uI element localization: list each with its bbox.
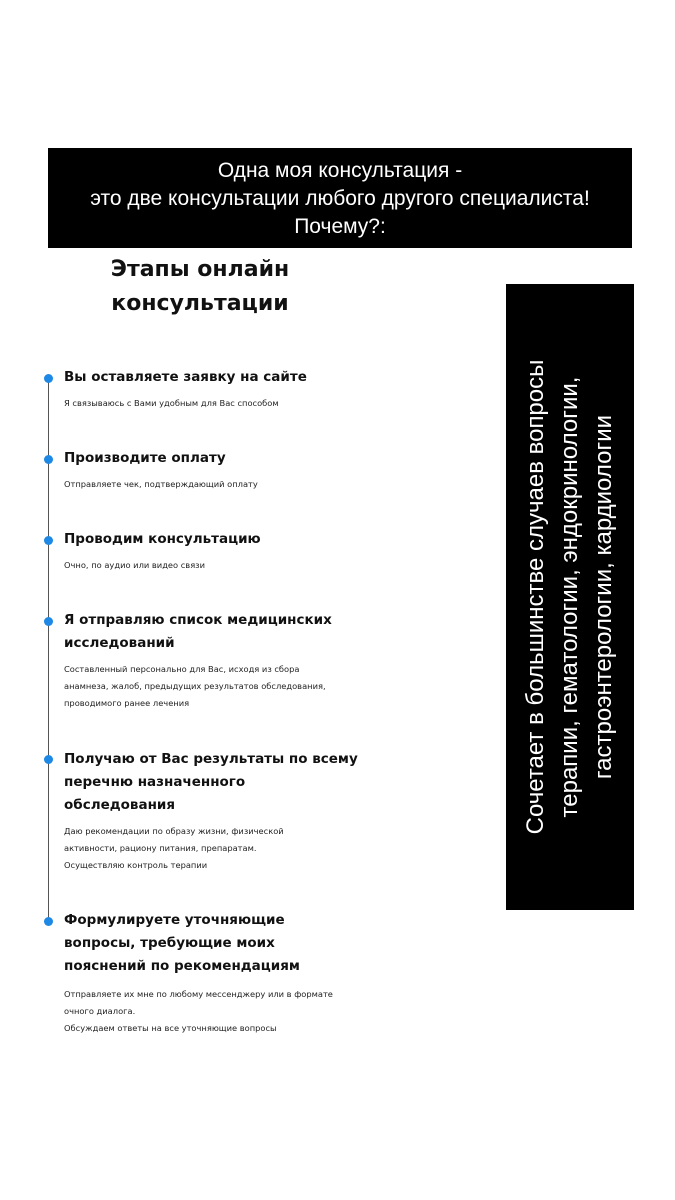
timeline-dot — [44, 617, 53, 626]
step-title-line: Получаю от Вас результаты по всему — [64, 751, 358, 767]
step-title-line: Вы оставляете заявку на сайте — [64, 369, 307, 385]
header-banner — [48, 148, 632, 248]
step-desc-line: Отправляете чек, подтверждающий оплату — [64, 479, 258, 489]
stages-heading — [100, 253, 300, 321]
timeline-dot — [44, 755, 53, 764]
step-desc-line: Я связываюсь с Вами удобным для Вас способом — [64, 398, 279, 408]
step-title-line: обследования — [64, 797, 176, 813]
stages-heading-line-2: консультации — [111, 291, 289, 316]
step-title — [64, 366, 374, 389]
step-title-line: перечню назначенного — [64, 774, 246, 790]
step-description — [64, 661, 364, 712]
timeline-dot — [44, 917, 53, 926]
step-title — [64, 609, 374, 655]
step-title — [64, 748, 374, 817]
step-desc-line: очного диалога. — [64, 1006, 136, 1016]
banner-line-3: Почему?: — [294, 215, 386, 238]
step-title-line: Я отправляю список медицинских — [64, 612, 332, 628]
step-desc-line: Отправляете их мне по любому мессенджеру или в формате — [64, 989, 333, 999]
step-desc-line: Обсуждаем ответы на все уточняющие вопросы — [64, 1023, 277, 1033]
banner-line-1: Одна моя консультация - — [217, 159, 463, 182]
step-description — [64, 476, 364, 493]
step-description — [64, 395, 364, 412]
step-description — [64, 986, 364, 1037]
step-title-line: исследований — [64, 635, 175, 651]
step-title-line: Формулируете уточняющие — [64, 912, 285, 928]
step-desc-line: активности, рациону питания, препаратам. — [64, 843, 257, 853]
step-title — [64, 528, 374, 551]
step-desc-line: проводимого ранее лечения — [64, 698, 190, 708]
step-title-line: Производите оплату — [64, 450, 226, 466]
step-description — [64, 823, 364, 874]
side-info-text — [519, 287, 621, 907]
step-desc-line: анамнеза, жалоб, предыдущих результатов обследования, — [64, 681, 326, 691]
step-title — [64, 447, 374, 470]
step-title-line: пояснений по рекомендациям — [64, 958, 300, 974]
step-description — [64, 557, 364, 574]
step-desc-line: Очно, по аудио или видео связи — [64, 560, 205, 570]
stages-heading-line-1: Этапы онлайн — [110, 257, 290, 282]
step-title — [64, 909, 374, 978]
side-line-1: Сочетает в большинстве случаев вопросы — [522, 359, 549, 835]
timeline-dot — [44, 374, 53, 383]
side-line-3: гастроэнтерологии, кардиологии — [590, 414, 617, 780]
step-title-line: Проводим консультацию — [64, 531, 261, 547]
side-line-2: терапии, гематологии, эндокринологии, — [556, 376, 583, 818]
timeline-dot — [44, 455, 53, 464]
timeline-dot — [44, 536, 53, 545]
banner-line-2: это две консультации любого другого специалиста! — [90, 187, 590, 210]
step-title-line: вопросы, требующие моих — [64, 935, 275, 951]
step-desc-line: Составленный персонально для Вас, исходя из сбора — [64, 664, 300, 674]
side-info-panel — [506, 284, 634, 910]
step-desc-line: Даю рекомендации по образу жизни, физической — [64, 826, 284, 836]
step-desc-line: Осуществляю контроль терапии — [64, 860, 208, 870]
